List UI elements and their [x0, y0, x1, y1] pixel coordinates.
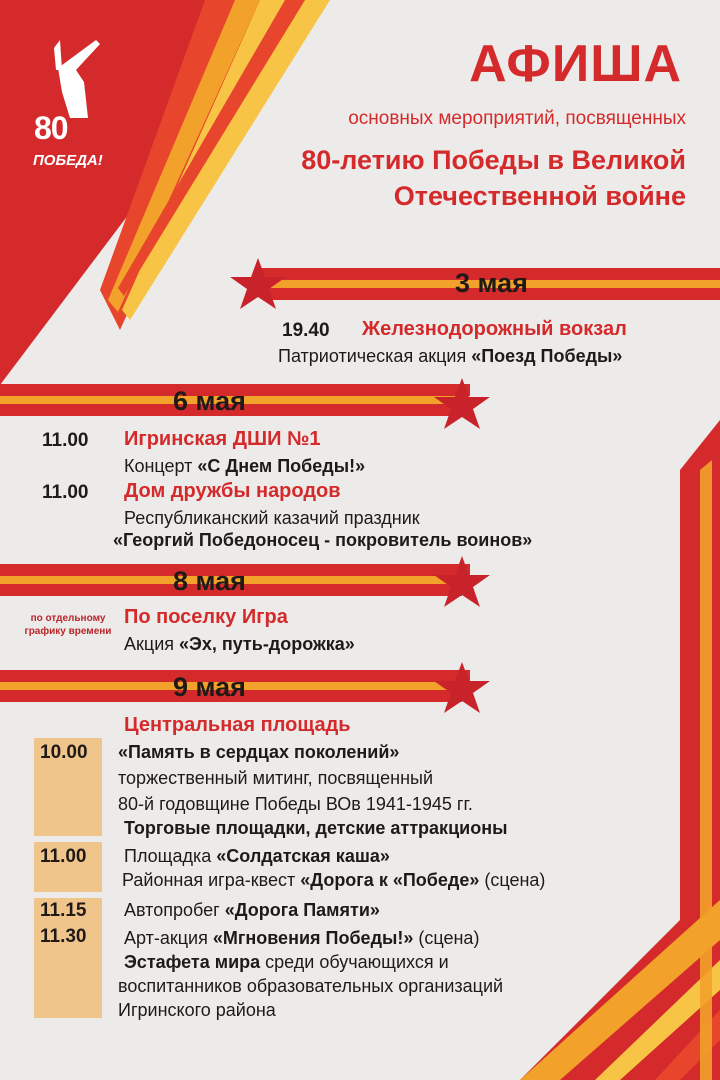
event-name: «Память в сердцах поколений»	[118, 742, 400, 762]
event-name: «Георгий Победоносец - покровитель воинов»	[113, 530, 533, 550]
event-time: 11.30	[40, 926, 87, 947]
event-description: Площадка «Солдатская каша»	[124, 846, 390, 866]
event-time: 19.40	[282, 320, 330, 341]
event-description: Акция «Эх, путь-дорожка»	[124, 634, 355, 654]
event-place: Дом дружбы народов	[124, 480, 341, 502]
event-time: 11.00	[40, 846, 87, 867]
event-description: Игринского района	[118, 1000, 276, 1020]
event-description: Патриотическая акция «Поезд Победы»	[278, 346, 623, 366]
event-description: Республиканский казачий праздник	[124, 508, 420, 528]
event-description: 80-й годовщине Победы ВОв 1941-1945 гг.	[118, 794, 473, 814]
event-place: По поселку Игра	[124, 606, 288, 628]
event-time: 11.00	[42, 482, 89, 503]
date-may-8: 8 мая	[173, 566, 246, 596]
poster-headline: 80-летию Победы в Великой Отечественной войне	[301, 145, 686, 211]
logo-number: 80	[34, 110, 68, 146]
event-description: воспитанников образовательных организаций	[118, 976, 504, 996]
poster-title: АФИША	[469, 35, 682, 93]
date-may-9: 9 мая	[173, 672, 246, 702]
event-place: Центральная площадь	[124, 714, 351, 736]
event-time: 11.00	[42, 430, 89, 451]
event-description: Автопробег «Дорога Памяти»	[124, 900, 380, 920]
event-time: 10.00	[40, 742, 88, 763]
event-description: торжественный митинг, посвященный	[118, 768, 433, 788]
event-description: Арт-акция «Мгновения Победы!» (сцена)	[124, 928, 480, 948]
event-name: Торговые площадки, детские аттракционы	[124, 818, 508, 838]
event-time: 11.15	[40, 900, 87, 921]
event-description: Эстафета мира среди обучающихся и	[124, 952, 449, 972]
date-may-3: 3 мая	[455, 268, 528, 298]
event-place: Игринская ДШИ №1	[124, 428, 321, 450]
schedule-note: по отдельному графику времени	[24, 613, 112, 637]
event-description: Концерт «С Днем Победы!»	[124, 456, 366, 476]
event-description: Районная игра-квест «Дорога к «Победе» (сцена)	[122, 870, 546, 890]
logo-word: ПОБЕДА!	[33, 152, 103, 169]
poster-subtitle: основных мероприятий, посвященных	[348, 108, 686, 129]
date-may-6: 6 мая	[173, 386, 246, 416]
event-place: Железнодорожный вокзал	[362, 318, 627, 340]
